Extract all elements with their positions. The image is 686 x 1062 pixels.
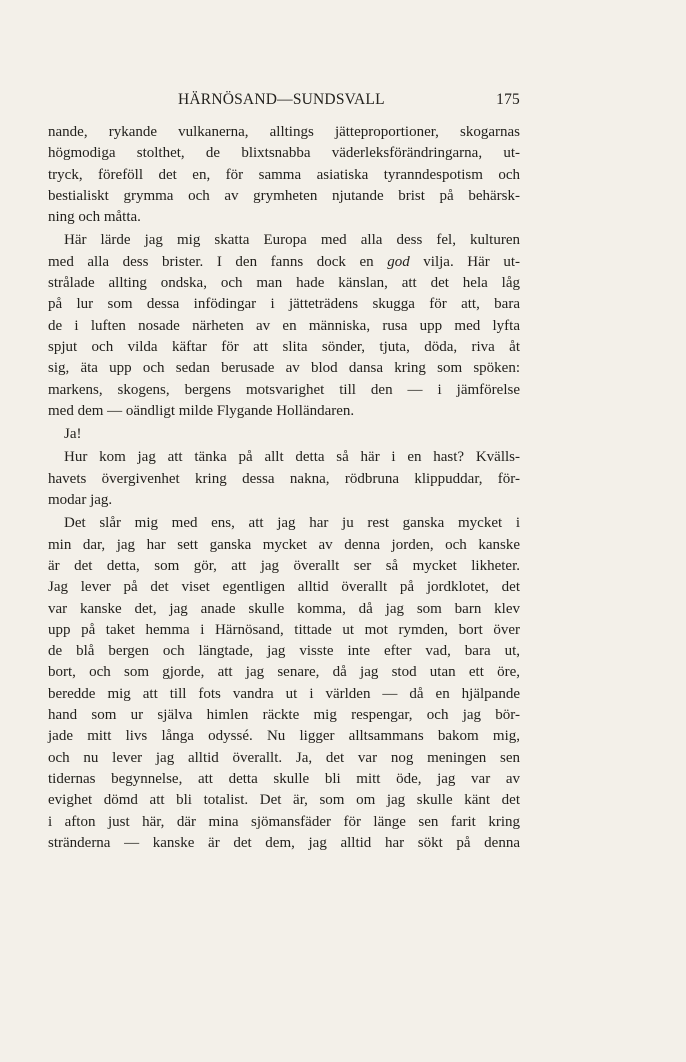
- running-title: HÄRNÖSAND—SUNDSVALL: [178, 91, 385, 108]
- text-line: Ja!: [64, 426, 82, 443]
- paragraph: [48, 447, 520, 511]
- text-line: strålade allting ondska, och man hade känslan, att det hela låg: [48, 275, 520, 292]
- text-line: modar jag.: [48, 492, 113, 509]
- text-line: med dem — oändligt milde Flygande Holländaren.: [48, 402, 355, 419]
- page-number: 175: [496, 91, 520, 108]
- text-line: de blå bergen och längtade, jag visste inte efter vad, bara ut,: [48, 643, 520, 660]
- text-line: sig, äta upp och sedan berusade av blod dansa kring som spöken:: [48, 360, 520, 377]
- text-line: är det detta, som gör, att jag överallt ser så mycket likheter.: [48, 557, 520, 574]
- text-line: beredde mig att till fots vandra ut i världen — då en hjälpande: [48, 685, 520, 702]
- emphasis: god: [387, 253, 410, 270]
- text-line: stränderna — kanske är det dem, jag alltid har sökt på denna: [48, 834, 520, 851]
- text-line: bort, och som gjorde, att jag senare, då jag stod utan ett öre,: [48, 664, 520, 681]
- paragraph: [48, 513, 520, 854]
- text-line: på lur som dessa infödingar i jätteträdens skugga för att, bara: [48, 296, 520, 313]
- paragraph: [48, 230, 520, 422]
- text-line: och nu lever jag alltid överallt. Ja, det var nog meningen sen: [48, 749, 520, 766]
- text-line: evighet dömd att bli totalist. Det är, som om jag skulle känt det: [48, 792, 520, 809]
- text-line: Det slår mig med ens, att jag har ju rest ganska mycket i: [64, 515, 520, 532]
- text-line: bestialiskt grymma och av grymheten njutande brist på behärsk-: [48, 187, 520, 204]
- text-line: var kanske det, jag anade skulle komma, då jag som barn klev: [48, 600, 520, 617]
- text-line: Hur kom jag att tänka på allt detta så här i en hast? Kvälls-: [64, 449, 520, 466]
- text-line: nande, rykande vulkanerna, alltings jätteproportioner, skogarnas: [48, 124, 520, 140]
- text-line: min dar, jag har sett ganska mycket av denna jorden, och kanske: [48, 536, 520, 553]
- text-line: tidernas begynnelse, att detta skulle bli mitt öde, jag var av: [48, 770, 520, 787]
- text-line: Här lärde jag mig skatta Europa med alla dess fel, kulturen: [64, 232, 520, 249]
- body-text: [48, 122, 520, 854]
- text-line: ning och måtta.: [48, 209, 141, 226]
- text-line: i afton just här, där mina sjömansfäder för länge sen farit kring: [48, 813, 520, 830]
- text-line: högmodiga stolthet, de blixtsnabba väderleksförändringarna, ut-: [48, 145, 520, 162]
- text-line: spjut och vilda käftar för att slita sönder, tjuta, döda, riva åt: [48, 338, 520, 355]
- running-header: [48, 91, 520, 111]
- paragraph: [48, 122, 520, 228]
- text-line: markens, skogens, bergens motsvarighet till den — i jämförelse: [48, 381, 520, 398]
- text-line: de i luften nosade närheten av en människa, rusa upp med lyfta: [48, 317, 520, 334]
- text-line: upp på taket hemma i Härnösand, tittade ut mot rymden, bort över: [48, 621, 520, 638]
- text-line: med alla dess brister. I den fanns dock en god vilja. Här ut-: [48, 253, 520, 270]
- text-line: Jag lever på det viset egentligen alltid överallt på jordklotet, det: [48, 579, 520, 596]
- text-line: hand som ur själva himlen räckte mig respengar, och jag bör-: [48, 707, 520, 724]
- text-line: jade mitt livs långa odyssé. Nu ligger alltsammans bakom mig,: [48, 728, 520, 745]
- text-line: tryck, föreföll det en, för samma asiatiska tyranndespotism och: [48, 166, 520, 183]
- paragraph: [48, 424, 520, 445]
- text-line: havets övergivenhet kring dessa nakna, rödbruna klippuddar, för-: [48, 470, 520, 487]
